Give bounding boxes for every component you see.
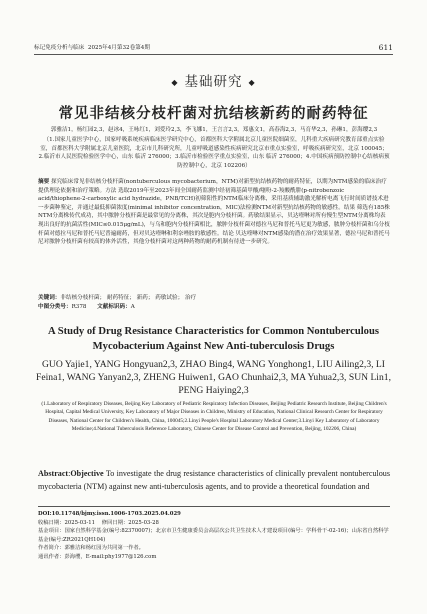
doi-label: DOI:: [38, 511, 52, 517]
doc-code-value: A: [130, 304, 135, 310]
author-bio-line: [38, 544, 390, 553]
author-bio-label: 作者简介：: [38, 545, 65, 552]
keywords-cn: [38, 294, 390, 303]
article-title-cn: 常见非结核分枝杆菌对抗结核新药的耐药特征: [58, 105, 369, 122]
abstract-en-text: To investigate the drug resistance characteristics of clinically prevalent nontuberculous mycobacteria (NTM) against new anti-tuberculosis agents, and to provide a theoretical foundation and: [38, 469, 390, 491]
doi-line: [38, 510, 390, 519]
doc-code-label: 文献标识码：: [97, 304, 131, 310]
page-number: 611: [378, 43, 393, 52]
footer-divider: [38, 506, 390, 507]
revised-date: 2025-03-28: [128, 519, 159, 526]
abstract-en: Abstract:Objective To investigate the drug resistance characteristics of clinically prevalent nontuberculous mycobacteria (NTM) against new anti-tuberculosis agents, and to provide a theoretical foundation and: [38, 469, 390, 491]
abstract-cn-label: 摘要: [38, 179, 50, 185]
dates-line: [38, 519, 390, 528]
received-label: 收稿日期：: [38, 519, 65, 526]
fund-text: 国家自然科学基金(编号:82370007)；北京市卫生健康委员会高层次公共卫生技术人才建设项目(编号：学科骨干-02-16)；山东省自然科学基金(编号:ZR2021QH104): [38, 528, 389, 543]
section-label: 基础研究: [184, 74, 243, 90]
corresponding-text: 彭海缨，E-mail:phy1977@126.com: [64, 553, 157, 560]
running-header: [34, 44, 393, 55]
journal-name-cn: 标记免疫分析与临床: [34, 45, 85, 51]
keywords-cn-text: 非结核分枝杆菌； 耐药特征； 新药； 药敏试验； 治疗: [60, 295, 197, 301]
affiliations-en: (1.Laboratory of Respiratory Diseases, Beijing Key Laboratory of Pediatric Respiratory Infection Diseases, Beijing Pediatric Research Institute, Beijing Children's Hospital, Capital Medical University, Key Laboratory of Major Diseases in Children, Ministry of Education, National Clinical Research Center for Respiratory Diseases, National Center for Children's Health, China, 100045;2.Linyi People's Hospital Laboratory Medical Center;3.Linyi Key Laboratory of Laboratory Medicine;4.National Tuberculosis Reference Laboratory, Chinese Center for Disease Control and Prevention, Beijing, 102206, China): [41, 401, 387, 433]
article-title-en: A Study of Drug Resistance Characteristics for Common Nontuberculous Mycobacterium Against New Anti-tuberculosis Drugs: [48, 326, 379, 352]
keywords-cn-label: 关键词：: [38, 295, 61, 301]
received-date: 2025-03-11: [64, 519, 96, 526]
abstract-cn: [38, 178, 390, 247]
corresponding-line: [38, 553, 390, 562]
fund-line: [38, 527, 390, 544]
section-heading: [0, 70, 427, 90]
authors-cn: 郭雅洁1，杨红园2,3，赵冰4，王咏红1，刘爱玲2,3，李飞娜1，王言言2,3，郑惠文1，高春海2,3，马育华2,3，孙琳1，彭海缨2,3: [50, 127, 378, 133]
clc-label: 中图分类号：: [38, 304, 72, 310]
revised-label: 修回日期：: [101, 519, 129, 526]
classification-cn: [38, 303, 390, 312]
abstract-cn-text: 探究临床常见非结核分枝杆菌(nontuberculous mycobacterium，NTM)对新型抗结核药物的耐药特征，以期为NTM感染的临床治疗提供理论依据和治疗策略。方法 选取2019年至2023年间全国耐药监测中经初筛基菌甲酸/噻吩-2-羧酸酰肼(p-nitrobenzoic acid/thiophene-2-carboxylic acid hydrazide，PNB/TCH)初筛阳性的NTM临床分离株，采用基质辅助激光解析电离飞行时间质谱技术进一步菌种鉴定，并通过最低抑菌浓度(minimal inhibitor concentration，MIC)法检测NTM对新型抗结核药物的敏感性。结果 筛选有185株NTM分离株传代成功，其中脓肿分枝杆菌是最常见的分离株，其次是胞内分枝杆菌。药敏结果显示，贝达喹啉对所有慢生型NTM分离株均表现出良好的抗菌活性(MIC≤0.015μg/mL)，与乌和胞内分枝杆菌相比，脓肿分枝杆菌对德拉马尼和普托马尼更为敏感，脓肿分枝杆菌和乌分枝杆菌对德拉马尼和普托马尼普遍耐药，但对贝达喹啉和利奈唑胺的敏感性。结论 贝达喹啉对NTM感染的潜在治疗效果显著，德拉马尼和普托马尼对脓肿分枝杆菌有较高的体外活性，其他分枝杆菌对这两种药物的耐药机制有待进一步研究。: [38, 179, 390, 246]
article-footer: [38, 510, 390, 562]
author-bio-text: 郭雅洁和杨红园为共同第一作者。: [64, 545, 144, 552]
corresponding-label: 通讯作者：: [38, 553, 65, 560]
affiliations-cn: （1.国家儿童医学中心，国家呼吸系统疾病临床医学研究中心，首都医科大学附属北京儿童医院细菌室，儿科重大疾病研究教育部重点实验室，首都医科大学附属北京儿童医院，北京市儿科研究所，儿童呼吸道感染性疾病研究北京市重点实验室，呼吸疾病研究室，北京 100045；2.临沂市人民医院检验医学中心，山东 临沂 276000；3.临沂市检验医学重点实验室，山东 临沂 276000；4.中国疾病预防控制中心结核病预防控制中心，北京 102206）: [38, 137, 390, 169]
journal-info: [34, 44, 150, 52]
abstract-en-label: Abstract: [38, 469, 69, 478]
issue-cn: 2025年4月第32卷第4期: [87, 45, 150, 51]
doi-value: 10.11748/bjmy.issn.1006-1703.2025.04.029: [51, 511, 181, 517]
star-icon: ◆: [171, 78, 179, 87]
authors-en: GUO Yajie1, YANG Hongyuan2,3, ZHAO Bing4, WANG Yonghong1, LIU Ailing2,3, LI Feina1, WANG Yanyan2,3, ZHENG Huiwen1, GAO Chunhai2,3, MA Yuhua2,3, SUN Lin1, PENG Haiying2,3: [36, 359, 391, 396]
objective-label: Objective: [70, 469, 104, 478]
star-icon-right: ◆: [248, 78, 256, 87]
clc-value: R378: [71, 304, 87, 310]
fund-label: 基金项目：: [38, 528, 65, 535]
